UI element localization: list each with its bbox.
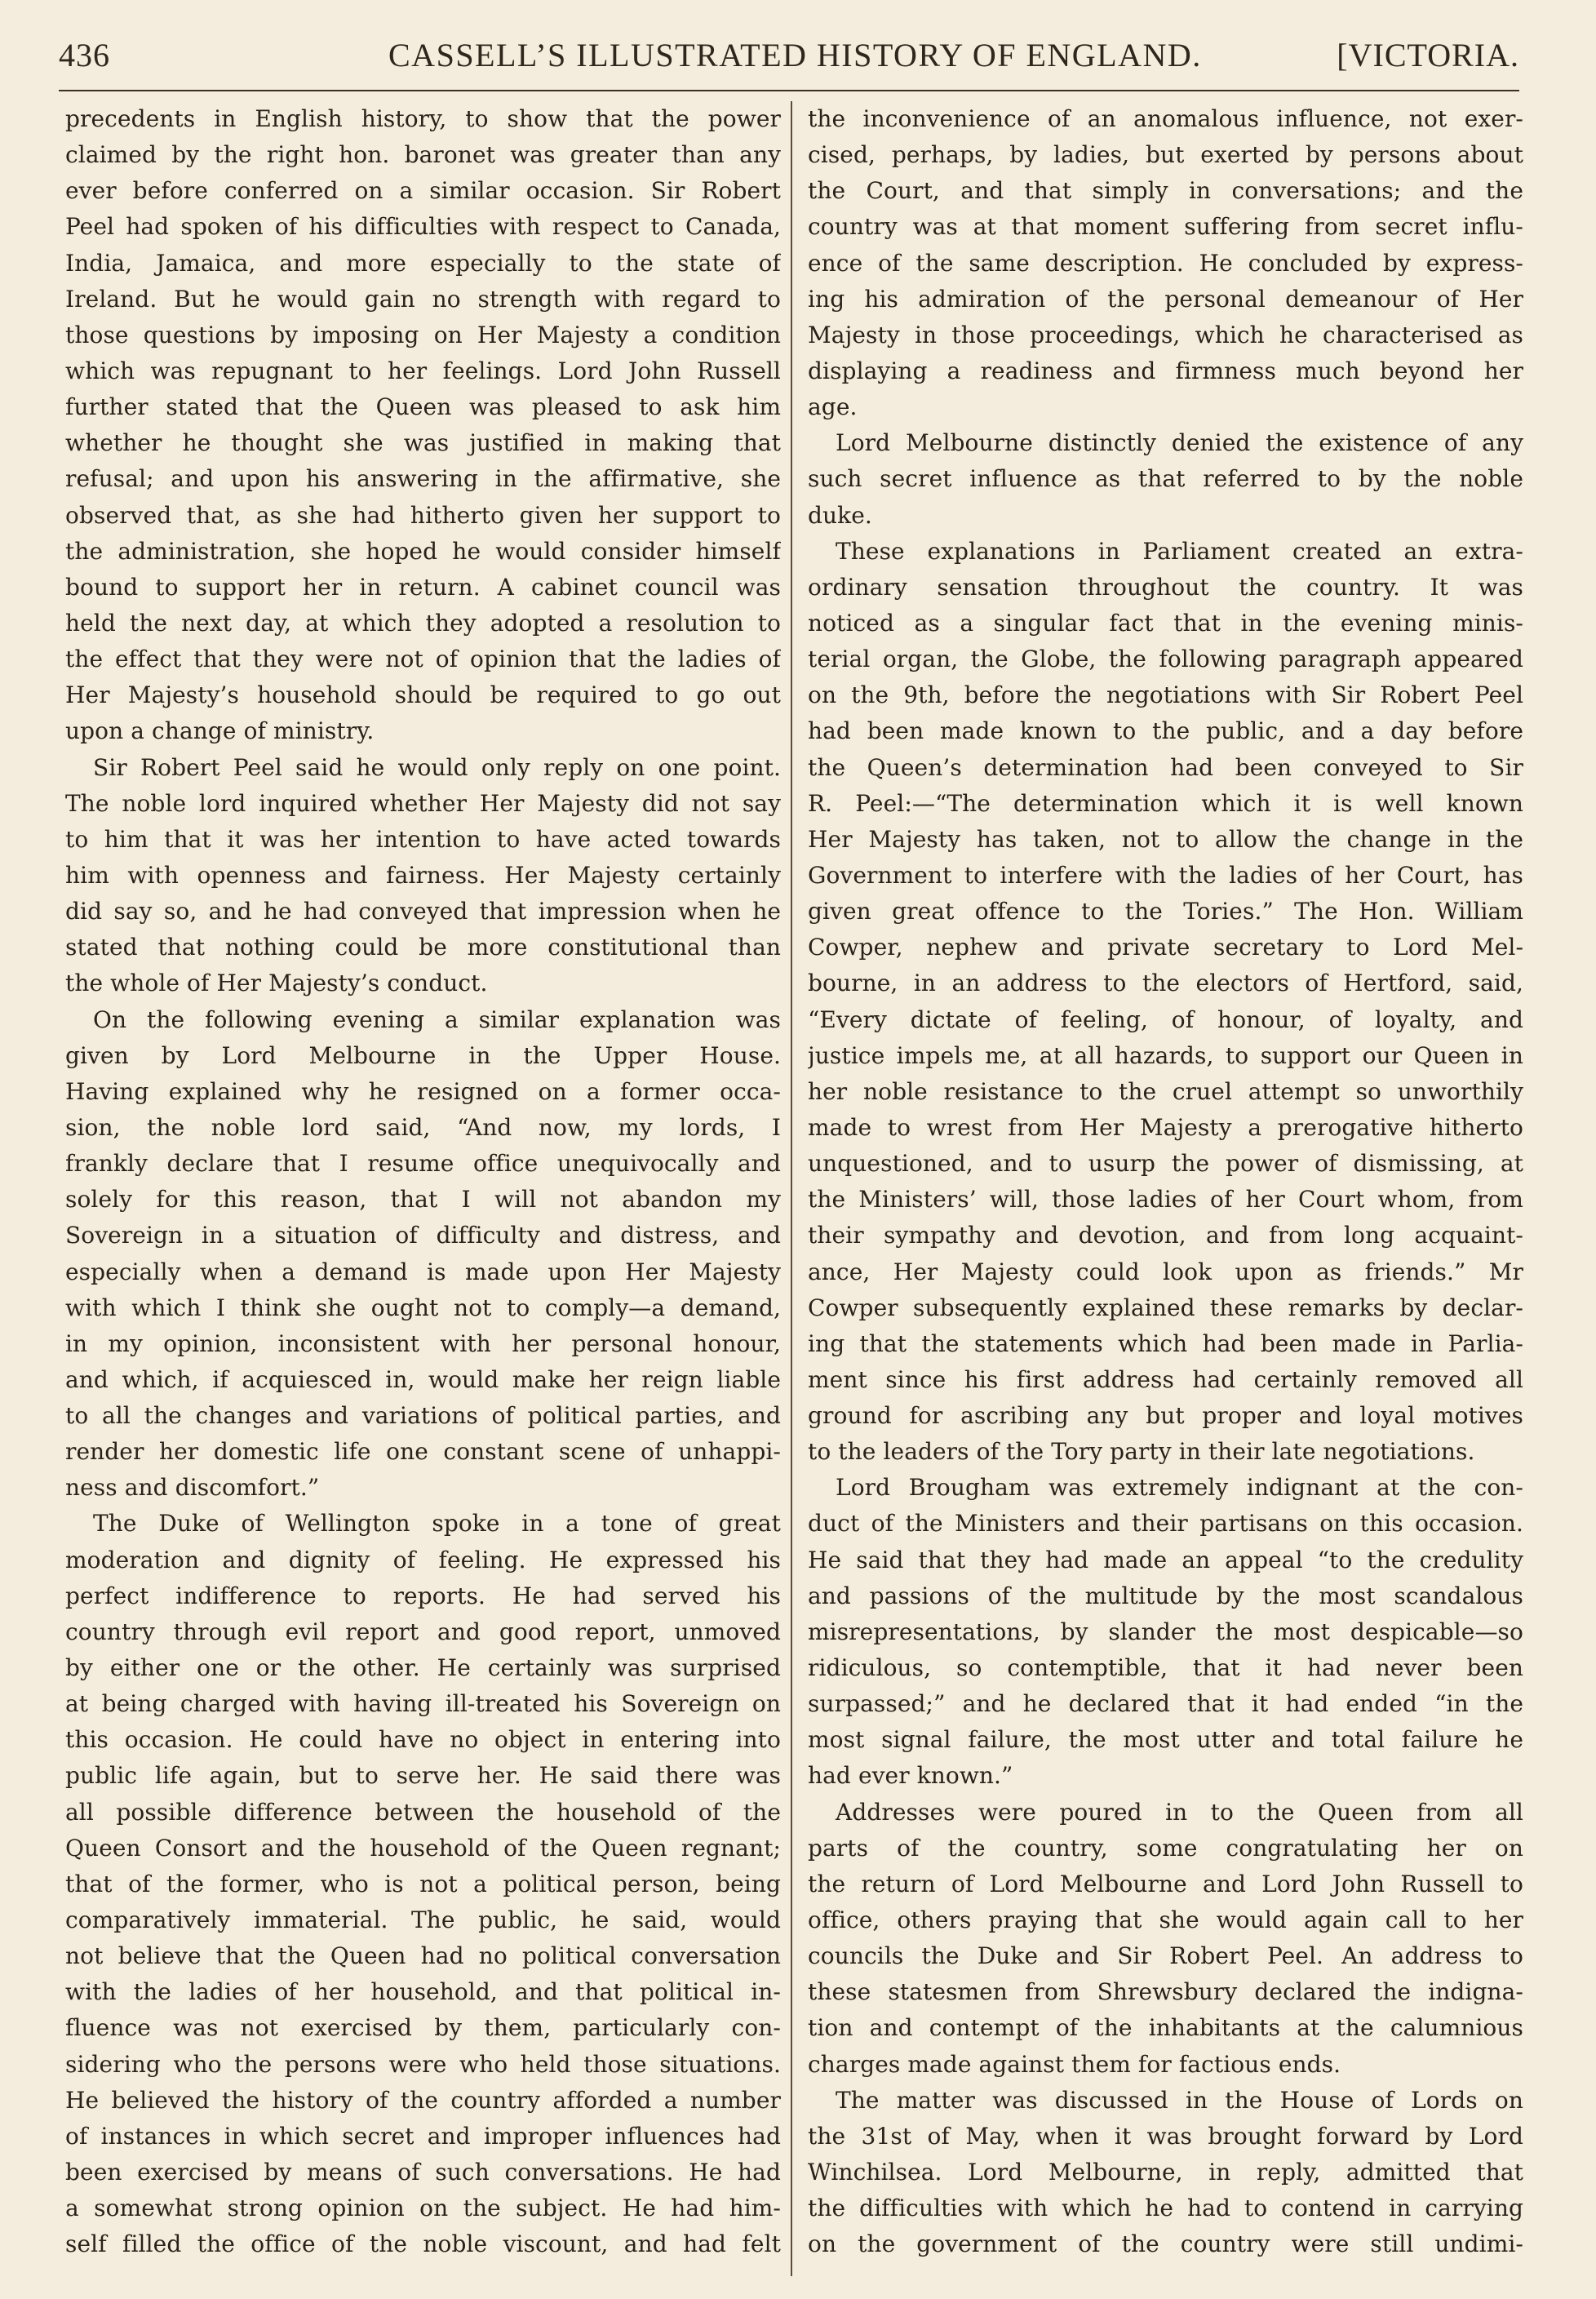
text-line: cised, perhaps, by ladies, but exerted by persons about	[808, 141, 1523, 169]
text-line: further stated that the Queen was pleased to ask him	[65, 393, 781, 421]
text-line: public life again, but to serve her. He said there was	[65, 1762, 781, 1790]
text-line: self filled the office of the noble viscount, and had felt	[65, 2230, 781, 2258]
text-line: her noble resistance to the cruel attempt so unworthily	[808, 1077, 1523, 1105]
text-line: a somewhat strong opinion on the subject. He had him-	[65, 2195, 781, 2222]
text-line: made to wrest from Her Majesty a prerogative hitherto	[808, 1113, 1523, 1141]
text-line: given by Lord Melbourne in the Upper House.	[65, 1041, 781, 1069]
text-line: charges made against them for factious ends.	[808, 2050, 1341, 2078]
text-line: Cowper subsequently explained these remarks by declar-	[808, 1294, 1523, 1321]
text-line: Lord Melbourne distinctly denied the existence of any	[836, 429, 1523, 457]
text-line: moderation and dignity of feeling. He expressed his	[65, 1546, 781, 1573]
text-line: ness and discomfort.”	[65, 1474, 320, 1502]
text-line: The Duke of Wellington spoke in a tone of great	[93, 1510, 781, 1538]
text-line: such secret influence as that referred to by the noble	[808, 465, 1523, 493]
text-line: whether he thought she was justified in making that	[65, 429, 781, 457]
text-line: all possible difference between the household of the	[65, 1798, 781, 1826]
text-line: claimed by the right hon. baronet was greater than any	[65, 141, 781, 169]
text-line: of instances in which secret and improper influences had	[65, 2122, 781, 2150]
text-line: sidering who the persons were who held those situations.	[65, 2050, 781, 2078]
text-line: age.	[808, 393, 858, 421]
text-line: upon a change of ministry.	[65, 717, 375, 745]
text-line: frankly declare that I resume office unequivocally and	[65, 1150, 781, 1178]
text-line: These explanations in Parliament created an extra-	[836, 537, 1523, 565]
text-line: especially when a demand is made upon Her Majesty	[65, 1258, 781, 1285]
text-line: councils the Duke and Sir Robert Peel. An address to	[808, 1942, 1523, 1970]
text-line: Winchilsea. Lord Melbourne, in reply, admitted that	[808, 2159, 1523, 2186]
text-line: country through evil report and good report, unmoved	[65, 1618, 781, 1645]
text-line: refusal; and upon his answering in the affirmative, she	[65, 465, 781, 493]
text-line: Having explained why he resigned on a former occa-	[65, 1077, 781, 1105]
text-line: Addresses were poured in to the Queen from all	[836, 1798, 1523, 1826]
text-line: The matter was discussed in the House of Lords on	[836, 2086, 1523, 2114]
text-line: unquestioned, and to usurp the power of dismissing, at	[808, 1150, 1523, 1178]
text-line: ground for ascribing any but proper and loyal motives	[808, 1402, 1523, 1430]
text-line: solely for this reason, that I will not abandon my	[65, 1186, 781, 1214]
text-line: Sovereign in a situation of difficulty and distress, and	[65, 1222, 781, 1249]
text-line: Her Majesty’s household should be required to go out	[65, 681, 781, 709]
header-rule	[59, 90, 1519, 91]
text-line: Her Majesty has taken, not to allow the change in the	[808, 825, 1523, 853]
text-line: held the next day, at which they adopted a resolution to	[65, 609, 781, 637]
text-line: Majesty in those proceedings, which he characterised as	[808, 321, 1523, 348]
text-line: noticed as a singular fact that in the evening minis-	[808, 609, 1523, 637]
text-line: bound to support her in return. A cabinet council was	[65, 573, 781, 601]
running-header	[59, 31, 1519, 85]
text-line: Government to interfere with the ladies of her Court, has	[808, 861, 1523, 889]
text-line: observed that, as she had hitherto given her support to	[65, 501, 781, 529]
text-line: those questions by imposing on Her Majesty a condition	[65, 321, 781, 348]
text-line: displaying a readiness and firmness much beyond her	[808, 357, 1523, 384]
text-line: ment since his first address had certainly removed all	[808, 1365, 1523, 1393]
text-line: country was at that moment suffering from secret influ-	[808, 213, 1523, 241]
text-line: precedents in English history, to show that the power	[65, 105, 781, 132]
text-line: Queen Consort and the household of the Queen regnant;	[65, 1834, 781, 1862]
text-line: ing his admiration of the personal demeanour of Her	[808, 285, 1523, 313]
text-line: misrepresentations, by slander the most despicable—so	[808, 1618, 1523, 1645]
left-column	[65, 101, 781, 2276]
text-line: the whole of Her Majesty’s conduct.	[65, 970, 488, 997]
text-line: parts of the country, some congratulating her on	[808, 1834, 1523, 1862]
text-line: the administration, she hoped he would consider himself	[65, 537, 781, 565]
text-line: ordinary sensation throughout the country. It was	[808, 573, 1523, 601]
text-line: to all the changes and variations of political parties, and	[65, 1402, 781, 1430]
text-line: their sympathy and devotion, and from long acquaint-	[808, 1222, 1523, 1249]
text-line: Peel had spoken of his difficulties with respect to Canada,	[65, 213, 781, 241]
text-line: Sir Robert Peel said he would only reply on one point.	[93, 753, 781, 781]
text-line: these statesmen from Shrewsbury declared the indigna-	[808, 1978, 1523, 2006]
text-line: ance, Her Majesty could look upon as friends.” Mr	[808, 1258, 1523, 1285]
text-line: duct of the Ministers and their partisans on this occasion.	[808, 1510, 1523, 1538]
text-line: on the government of the country were still undimi-	[808, 2230, 1523, 2258]
text-line: the Ministers’ will, those ladies of her Court whom, from	[808, 1186, 1523, 1214]
column-divider	[791, 101, 792, 2276]
text-line: office, others praying that she would again call to her	[808, 1906, 1523, 1934]
text-line: to the leaders of the Tory party in their late negotiations.	[808, 1438, 1475, 1466]
text-line: ence of the same description. He concluded by express-	[808, 249, 1523, 277]
text-line: duke.	[808, 501, 872, 529]
book-title: CASSELL’S ILLUSTRATED HISTORY OF ENGLAND.	[388, 37, 1202, 73]
text-line: did say so, and he had conveyed that impression when he	[65, 898, 781, 925]
text-line: most signal failure, the most utter and total failure he	[808, 1726, 1523, 1754]
text-line: Lord Brougham was extremely indignant at the con-	[836, 1474, 1523, 1502]
text-line: R. Peel:—“The determination which it is well known	[808, 789, 1523, 817]
text-line: this occasion. He could have no object in entering into	[65, 1726, 781, 1754]
text-line: terial organ, the Globe, the following paragraph appeared	[808, 646, 1523, 673]
text-line: ever before conferred on a similar occasion. Sir Robert	[65, 177, 781, 205]
text-line: with which I think she ought not to comply—a demand,	[65, 1294, 781, 1321]
text-line: “Every dictate of feeling, of honour, of loyalty, and	[808, 1005, 1523, 1033]
text-line: the difficulties with which he had to contend in carrying	[808, 2195, 1523, 2222]
text-line: stated that nothing could be more constitutional than	[65, 934, 781, 961]
text-line: ing that the statements which had been made in Parlia-	[808, 1329, 1523, 1357]
text-line: the Court, and that simply in conversations; and the	[808, 177, 1523, 205]
text-line: justice impels me, at all hazards, to support our Queen in	[808, 1041, 1523, 1069]
text-line: had ever known.”	[808, 1762, 1013, 1790]
text-line: sion, the noble lord said, “And now, my lords, I	[65, 1113, 781, 1141]
text-line: had been made known to the public, and a day before	[808, 717, 1523, 745]
text-line: India, Jamaica, and more especially to the state of	[65, 249, 781, 277]
text-line: by either one or the other. He certainly was surprised	[65, 1654, 781, 1682]
text-line: and passions of the multitude by the most scandalous	[808, 1582, 1523, 1609]
text-line: He believed the history of the country afforded a number	[65, 2086, 781, 2114]
text-line: that of the former, who is not a political person, being	[65, 1870, 781, 1897]
text-line: the return of Lord Melbourne and Lord John Russell to	[808, 1870, 1523, 1897]
text-line: perfect indifference to reports. He had served his	[65, 1582, 781, 1609]
text-line: the Queen’s determination had been conveyed to Sir	[808, 753, 1523, 781]
text-line: been exercised by means of such conversations. He had	[65, 2159, 781, 2186]
text-line: on the 9th, before the negotiations with Sir Robert Peel	[808, 681, 1523, 709]
text-line: render her domestic life one constant scene of unhappi-	[65, 1438, 781, 1466]
text-line: tion and contempt of the inhabitants at the calumnious	[808, 2014, 1523, 2042]
right-column	[808, 101, 1523, 2276]
text-line: He said that they had made an appeal “to the credulity	[808, 1546, 1523, 1573]
text-line: which was repugnant to her feelings. Lord John Russell	[65, 357, 781, 384]
page-number: 436	[59, 37, 110, 73]
text-line: given great offence to the Tories.” The Hon. William	[808, 898, 1523, 925]
text-line: bourne, in an address to the electors of Hertford, said,	[808, 970, 1523, 997]
text-line: at being charged with having ill-treated his Sovereign on	[65, 1690, 781, 1718]
text-line: in my opinion, inconsistent with her personal honour,	[65, 1329, 781, 1357]
text-line: and which, if acquiesced in, would make her reign liable	[65, 1365, 781, 1393]
text-line: ridiculous, so contemptible, that it had never been	[808, 1654, 1523, 1682]
text-line: with the ladies of her household, and that political in-	[65, 1978, 781, 2006]
text-line: the 31st of May, when it was brought forward by Lord	[808, 2122, 1523, 2150]
text-line: comparatively immaterial. The public, he said, would	[65, 1906, 781, 1934]
text-line: the inconvenience of an anomalous influence, not exer-	[808, 105, 1523, 132]
text-line: The noble lord inquired whether Her Majesty did not say	[65, 789, 781, 817]
section-label: [VICTORIA.	[1337, 37, 1519, 73]
text-line: On the following evening a similar explanation was	[93, 1005, 781, 1033]
text-line: surpassed;” and he declared that it had ended “in the	[808, 1690, 1523, 1718]
text-line: Ireland. But he would gain no strength with regard to	[65, 285, 781, 313]
text-line: fluence was not exercised by them, particularly con-	[65, 2014, 781, 2042]
text-line: to him that it was her intention to have acted towards	[65, 825, 781, 853]
text-line: the effect that they were not of opinion that the ladies of	[65, 646, 781, 673]
text-line: Cowper, nephew and private secretary to Lord Mel-	[808, 934, 1523, 961]
text-line: not believe that the Queen had no political conversation	[65, 1942, 781, 1970]
text-line: him with openness and fairness. Her Majesty certainly	[65, 861, 781, 889]
